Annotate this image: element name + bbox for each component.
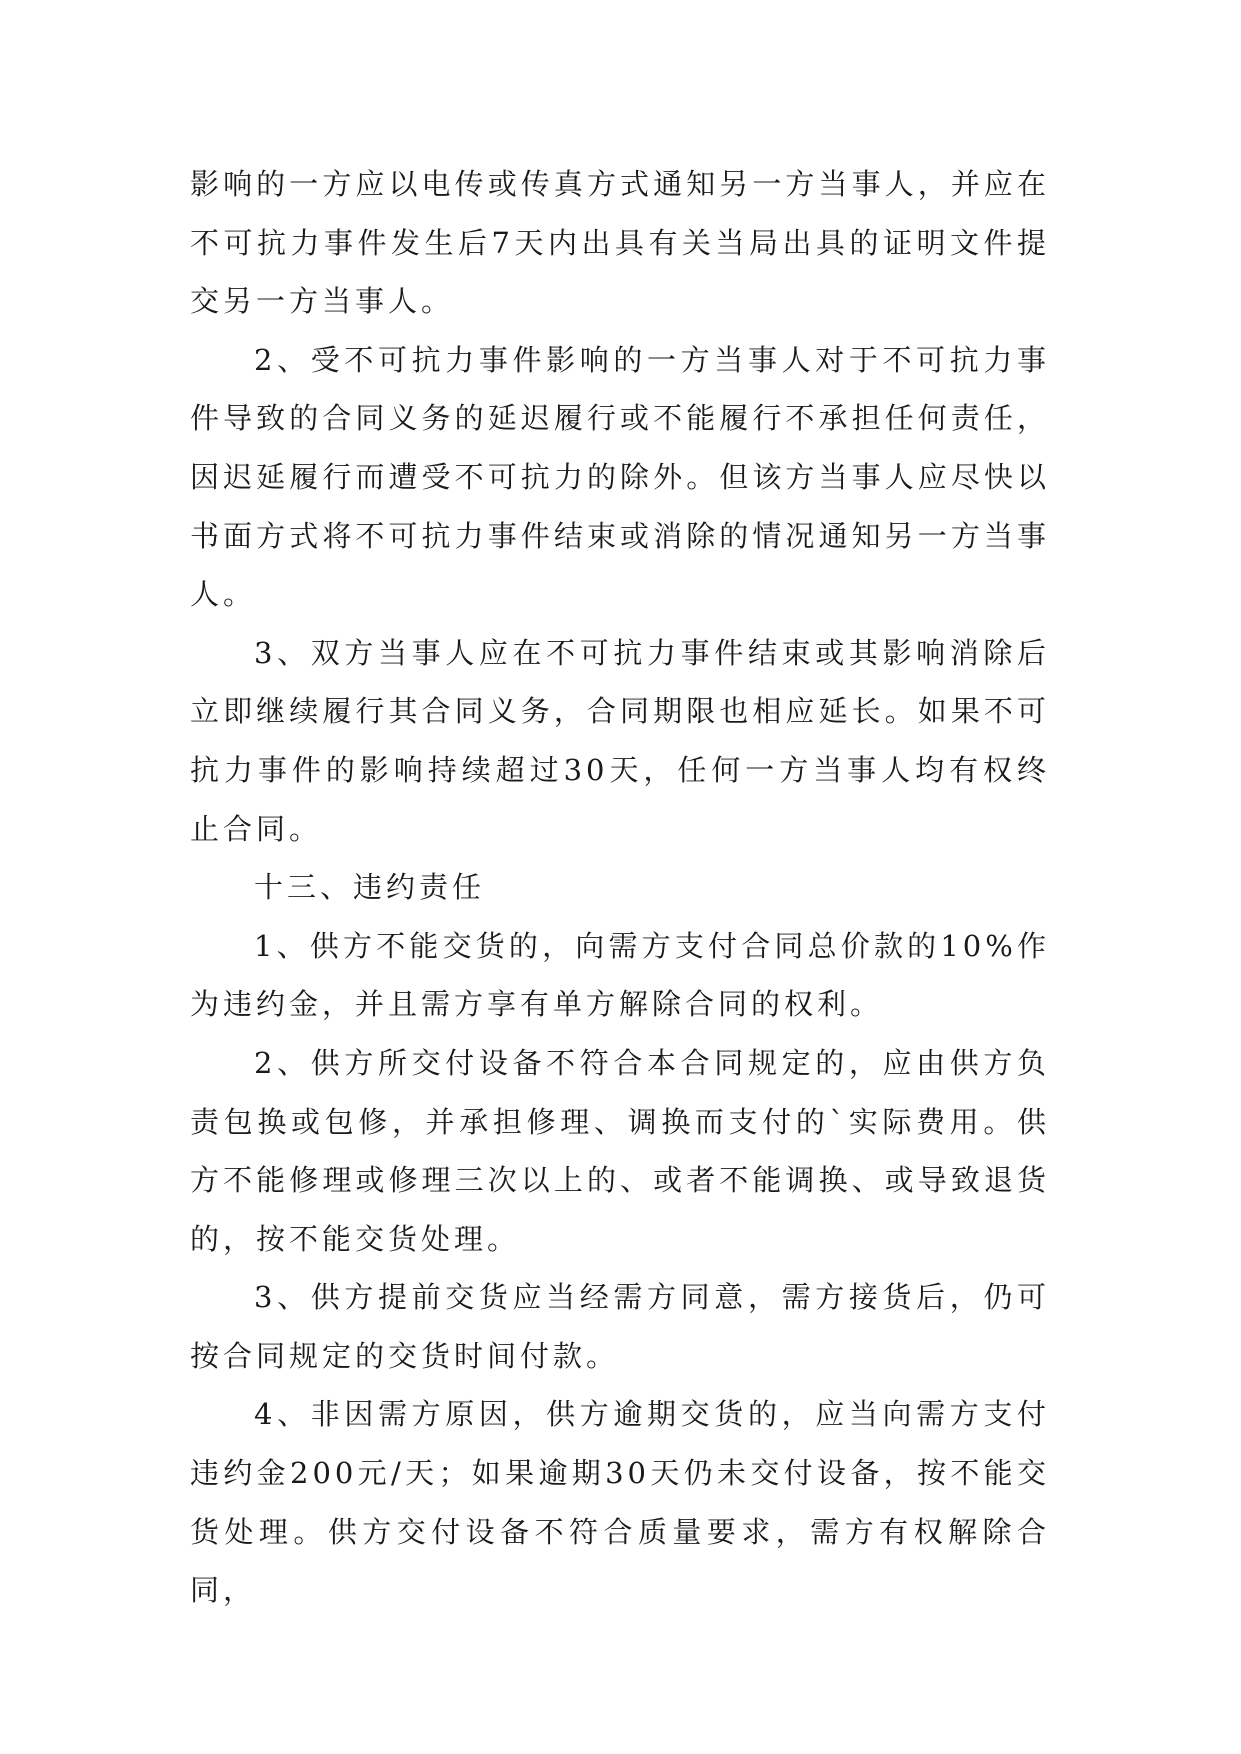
paragraph-breach-3: 3、供方提前交货应当经需方同意，需方接货后，仍可按合同规定的交货时间付款。 — [190, 1280, 1050, 1373]
paragraph-breach-2: 2、供方所交付设备不符合本合同规定的，应由供方负责包换或包修，并承担修理、调换而支付的`实际费用。供方不能修理或修理三次以上的、或者不能调换、或导致退货的，按不能交货处理。 — [190, 1045, 1050, 1256]
paragraph-breach-4: 4、非因需方原因，供方逾期交货的，应当向需方支付违约金200元/天；如果逾期30天仍未交付设备，按不能交货处理。供方交付设备不符合质量要求，需方有权解除合同， — [190, 1397, 1050, 1608]
paragraph-force-majeure-2: 2、受不可抗力事件影响的一方当事人对于不可抗力事件导致的合同义务的延迟履行或不能履行不承担任何责任，因迟延履行而遭受不可抗力的除外。但该方当事人应尽快以书面方式将不可抗力事件结束或消除的情况通知另一方当事人。 — [190, 342, 1050, 612]
paragraph-notice-continuation: 影响的一方应以电传或传真方式通知另一方当事人，并应在不可抗力事件发生后7天内出具有关当局出具的证明文件提交另一方当事人。 — [190, 167, 1050, 319]
document-body — [190, 155, 1050, 1620]
section-heading-breach-liability: 十三、违约责任 — [254, 870, 486, 905]
paragraph-force-majeure-3: 3、双方当事人应在不可抗力事件结束或其影响消除后立即继续履行其合同义务，合同期限也相应延长。如果不可抗力事件的影响持续超过30天，任何一方当事人均有权终止合同。 — [190, 635, 1050, 846]
paragraph-breach-1: 1、供方不能交货的，向需方支付合同总价款的10%作为违约金，并且需方享有单方解除合同的权利。 — [190, 928, 1050, 1022]
